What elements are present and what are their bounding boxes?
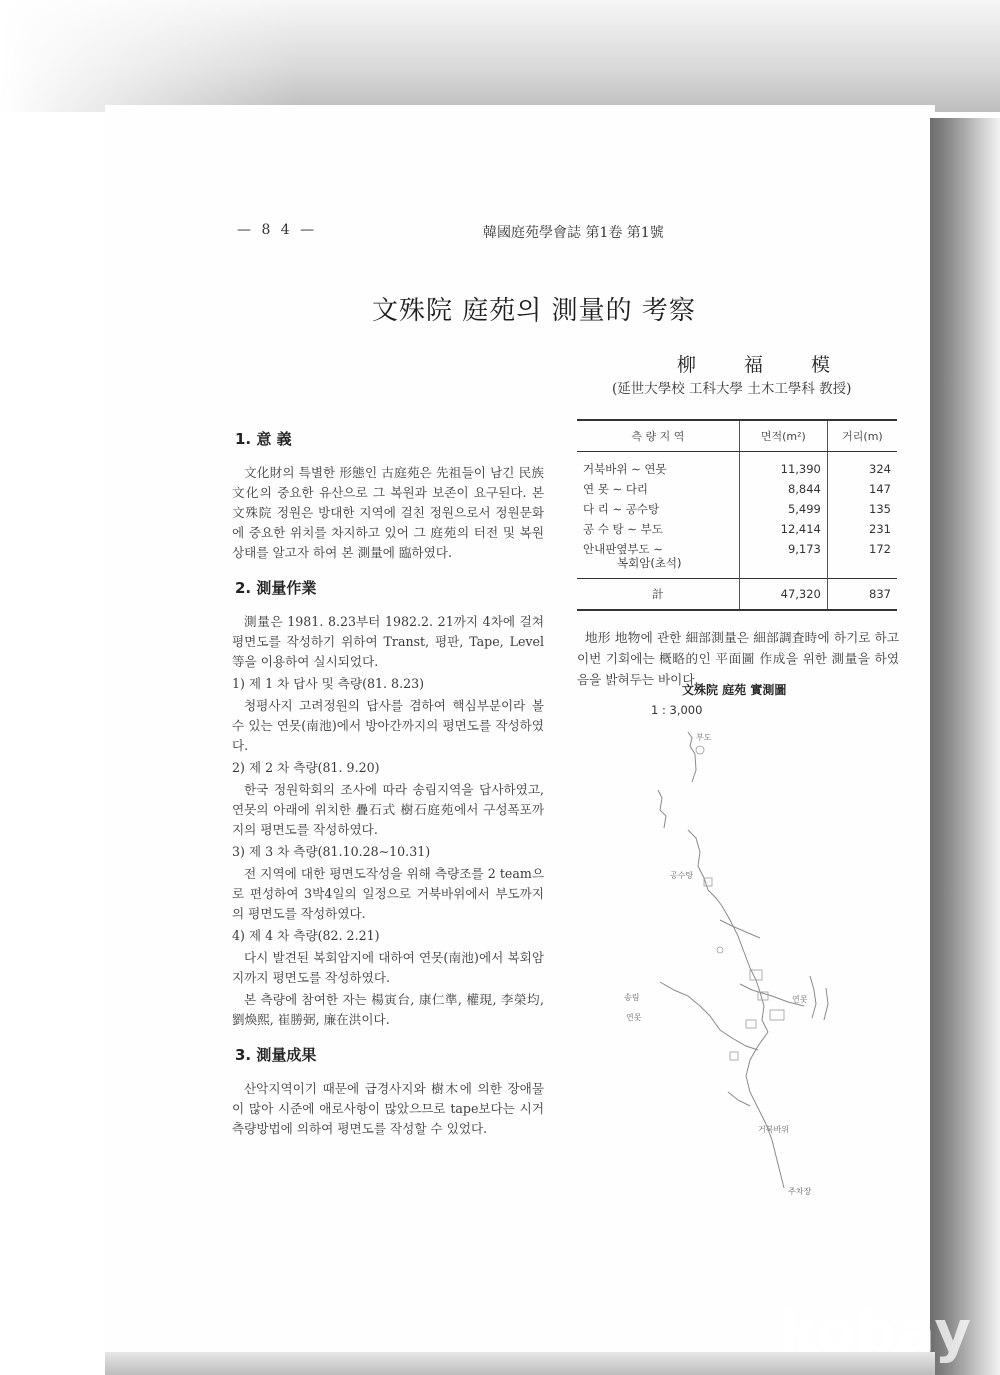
cell-area: 11,390 <box>739 452 827 480</box>
map-structure <box>730 1052 738 1060</box>
map-structure <box>746 1020 756 1028</box>
map-path <box>728 1092 750 1106</box>
participants-paragraph: 본 측량에 참여한 자는 楊寅台, 康仁準, 權現, 李榮均, 劉煥熙, 崔勝弼, 廉在洪이다. <box>232 992 544 1027</box>
section-survey-work <box>232 577 544 1030</box>
step-label: 2) 제 2 차 측량(81. 9.20) <box>232 760 380 775</box>
table-row <box>577 519 897 539</box>
map-path <box>720 1030 758 1050</box>
figure-scale: 1 : 3,000 <box>651 703 703 717</box>
cell-distance: 147 <box>827 479 897 499</box>
map-path <box>824 988 828 1020</box>
map-annotation: 주차장 <box>788 1187 812 1196</box>
step-label: 3) 제 3 차 측량(81.10.28∼10.31) <box>232 844 431 859</box>
section-results <box>232 1044 544 1139</box>
body-paragraph: 文化財의 특별한 形態인 古庭苑은 先祖들이 남긴 民族文化의 중요한 유산으로 그 복원과 보존이 요구된다. 본 文殊院 정원은 방대한 지역에 걸친 정원으로서 정원문화에 중요한 위치를 차지하고 있어 그 庭苑의 터전 및 복원상태를 알고자 하여 본 測量에 臨하였다. <box>232 465 544 560</box>
cell-area: 12,414 <box>739 519 827 539</box>
cell-region: 공 수 탕 ∼ 부도 <box>583 522 663 536</box>
author-affiliation: (延世大學校 工科大學 土木工學科 教授) <box>612 381 852 397</box>
map-path <box>688 732 696 782</box>
map-linework <box>658 732 828 1188</box>
article-title: 文殊院 庭苑의 測量的 考察 <box>372 296 696 326</box>
cell-area: 5,499 <box>739 499 827 519</box>
map-path <box>688 830 708 890</box>
map-annotation: 연못 <box>792 995 808 1004</box>
step-text: 청평사지 고려정원의 답사를 겸하여 핵심부분이라 볼 수 있는 연못(南池)에서 방아간까지의 평면도를 작성하였다. <box>232 698 544 753</box>
survey-map-figure <box>600 720 860 1200</box>
watermark-logo: kobay <box>780 1300 972 1365</box>
map-structure <box>696 746 704 754</box>
map-structure <box>770 1010 784 1020</box>
journal-title: 韓國庭苑學會誌 第1卷 第1號 <box>483 225 664 241</box>
total-label: 計 <box>577 579 739 611</box>
map-path <box>658 790 666 828</box>
left-column <box>232 428 544 1153</box>
table-row <box>577 499 897 519</box>
map-path <box>746 1032 768 1124</box>
table-row <box>577 539 897 579</box>
survey-table <box>577 419 897 611</box>
cell-distance: 135 <box>827 499 897 519</box>
map-annotation: 공수탕 <box>670 871 694 880</box>
table-row <box>577 452 897 480</box>
cell-region: 거북바위 ∼ 연못 <box>583 462 667 476</box>
body-paragraph: 測量은 1981. 8.23부터 1982.2. 21까지 4차에 걸쳐 평면도를 작성하기 위하여 Transt, 평판, Tape, Level 等을 이용하여 실시되었다. <box>232 614 544 669</box>
step-text: 한국 정원학회의 조사에 따라 송림지역을 답사하였고, 연못의 아래에 위치한 疊石式 樹石庭苑에서 구성폭포까지의 평면도를 작성하였다. <box>232 782 544 837</box>
body-paragraph: 산악지역이기 때문에 급경사지와 樹木에 의한 장애물이 많아 시준에 애로사항이 많았으므로 tape보다는 시거측량방법에 의하여 평면도를 작성할 수 있었다. <box>232 1081 544 1136</box>
cell-area: 9,173 <box>739 539 827 579</box>
column-header-area: 면적(m²) <box>739 420 827 452</box>
total-area: 47,320 <box>739 579 827 611</box>
step-text: 다시 발견된 복회암지에 대하여 연못(南池)에서 복회암지까지 평면도를 작성하였다. <box>232 950 544 985</box>
cell-distance: 172 <box>827 539 897 579</box>
map-path <box>810 976 816 1018</box>
map-annotation: 연못 <box>626 1013 642 1022</box>
cell-distance: 324 <box>827 452 897 480</box>
cell-area: 8,844 <box>739 479 827 499</box>
region-line-continued: 복회암(초석) <box>617 556 682 570</box>
section-heading: 1. 意 義 <box>235 430 292 448</box>
step-text: 전 지역에 대한 평면도작성을 위해 측량조를 2 team으로 편성하여 3박4일의 일정으로 거북바위에서 부도까지의 평면도를 작성하였다. <box>232 866 544 921</box>
total-distance: 837 <box>827 579 897 611</box>
section-heading: 2. 測量作業 <box>235 579 317 597</box>
section-significance <box>232 428 544 563</box>
map-path <box>660 982 720 1030</box>
step-label: 4) 제 4 차 측량(82. 2.21) <box>232 928 380 943</box>
author-name: 柳福模 <box>677 354 879 376</box>
table-total-row <box>577 579 897 611</box>
cell-distance: 231 <box>827 519 897 539</box>
table-row <box>577 479 897 499</box>
scan-shadow-right <box>930 118 1000 1375</box>
cell-region: 다 리 ∼ 공수탕 <box>583 502 660 516</box>
map-annotation: 거북바위 <box>758 1125 789 1134</box>
map-annotations <box>624 733 811 1196</box>
map-annotation: 송림 <box>624 993 640 1002</box>
map-structure <box>717 947 723 953</box>
cell-region: 연 못 ∼ 다리 <box>583 482 649 496</box>
cell-region <box>577 539 739 579</box>
figure-title: 文殊院 庭苑 實測圖 <box>682 683 787 697</box>
section-heading: 3. 測量成果 <box>235 1046 317 1064</box>
map-path <box>708 890 750 968</box>
region-line: 안내판옆부도 ∼ <box>583 542 663 556</box>
page-number: — 8 4 — <box>237 222 318 238</box>
map-path <box>720 920 760 938</box>
table-header-row <box>577 420 897 452</box>
map-structures <box>696 746 784 1060</box>
column-header-distance: 거리(m) <box>827 420 897 452</box>
scan-highlight <box>0 0 300 112</box>
table-note-paragraph: 地形 地物에 관한 細部測量은 細部調査時에 하기로 하고 이번 기회에는 概略的인 平面圖 作成을 위한 測量을 하였음을 밝혀두는 바이다. <box>577 630 899 687</box>
step-label: 1) 제 1 차 답사 및 측량(81. 8.23) <box>232 676 425 691</box>
column-header-region: 측 량 지 역 <box>577 420 739 452</box>
map-annotation: 부도 <box>696 733 712 742</box>
right-column <box>577 419 899 703</box>
